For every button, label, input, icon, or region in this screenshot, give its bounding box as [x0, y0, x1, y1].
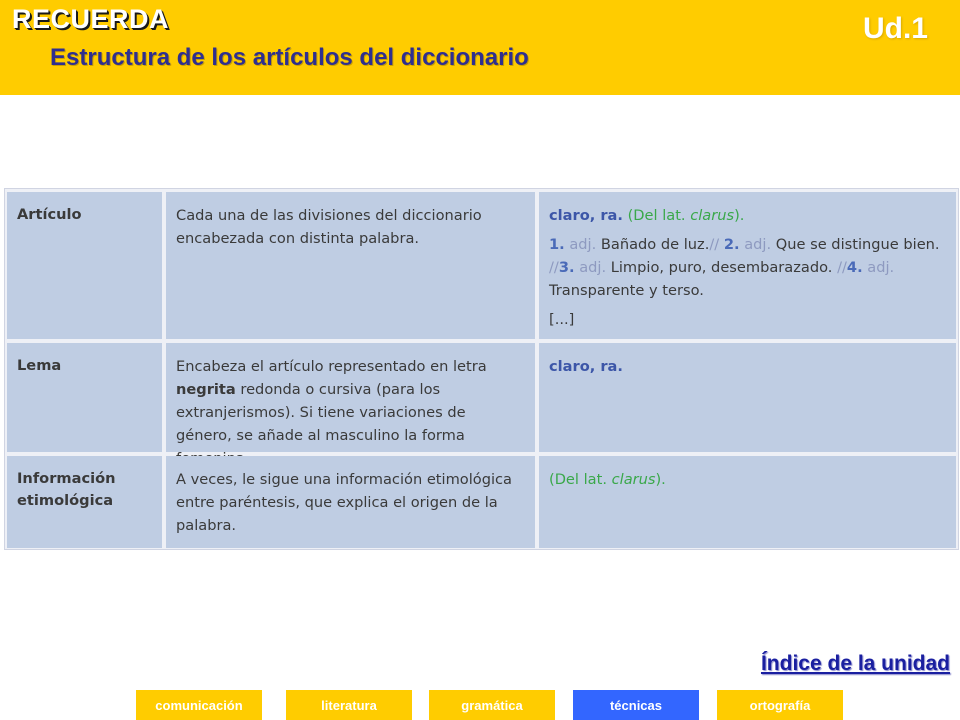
nav-gramatica[interactable]: gramática: [429, 690, 555, 720]
table-row: [5, 456, 958, 548]
example-ellipsis: [...]: [549, 311, 575, 328]
example-cell: [539, 192, 956, 339]
etymology: (Del lat. clarus).: [627, 207, 745, 224]
page-title: RECUERDA: [12, 4, 170, 34]
nav-literatura[interactable]: literatura: [286, 690, 412, 720]
page-subtitle: Estructura de los artículos del diccionario: [50, 44, 529, 71]
example-cell: [539, 343, 956, 452]
term-cell: Información etimológica: [7, 456, 162, 548]
nav-comunicacion[interactable]: comunicación: [136, 690, 262, 720]
term-cell: Lema: [7, 343, 162, 452]
header-banner: [0, 0, 960, 95]
unit-label: Ud.1: [862, 12, 928, 45]
nav-ortografia[interactable]: ortografía: [717, 690, 843, 720]
unit-index-link[interactable]: Índice de la unidad: [760, 652, 950, 675]
table-row: [5, 192, 958, 339]
headword: claro, ra.: [549, 358, 623, 375]
nav-tecnicas[interactable]: técnicas: [573, 690, 699, 720]
term-cell: Artículo: [7, 192, 162, 339]
example-headword-line: [549, 204, 946, 227]
definition-cell: Encabeza el artículo representado en letra negrita redonda o cursiva (para los extranjerismos). Si tiene variaciones de género, se añade al masculino la forma: [166, 343, 535, 452]
headword: claro, ra.: [549, 207, 623, 224]
dictionary-structure-table: [4, 188, 959, 550]
example-senses: 1. adj. Bañado de luz.// 2. adj. Que se distingue bien. //3. adj. Limpio, puro, desembarazado. //4. adj. Transparente y terso.: [549, 236, 940, 299]
example-cell: [539, 456, 956, 548]
etymology: (Del lat. clarus).: [549, 471, 666, 488]
definition-cell: A veces, le sigue una información etimológica entre paréntesis, que explica el origen de la palabra.: [166, 456, 535, 548]
definition-cell: Cada una de las divisiones del diccionario encabezada con distinta palabra.: [166, 192, 535, 339]
table-row: [5, 343, 958, 452]
